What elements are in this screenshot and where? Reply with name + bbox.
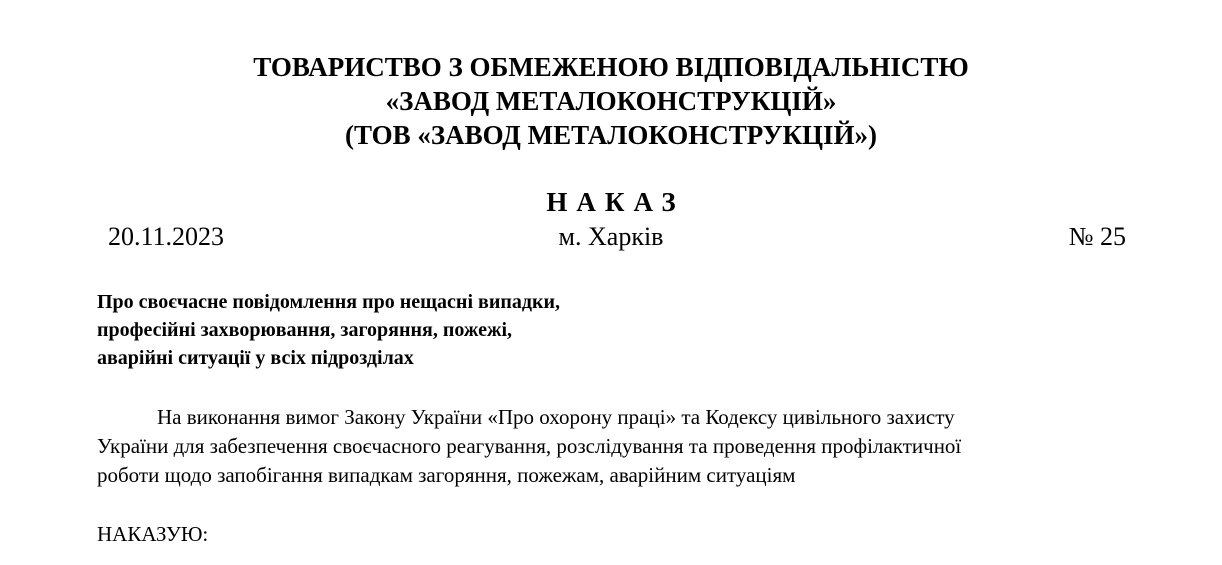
- organization-name-line-1: ТОВАРИСТВО З ОБМЕЖЕНОЮ ВІДПОВІДАЛЬНІСТЮ: [253, 52, 969, 82]
- document-date: 20.11.2023: [108, 222, 225, 251]
- document-type-title: НАКАЗ: [546, 187, 685, 217]
- organization-short-name: (ТОВ «ЗАВОД МЕТАЛОКОНСТРУКЦІЙ»): [344, 120, 878, 150]
- body-paragraph-line: України для забезпечення своєчасного реагування, розслідування та проведення профілактичної: [97, 434, 962, 458]
- subject-line: професійні захворювання, загоряння, пожежі,: [97, 319, 513, 341]
- order-directive: НАКАЗУЮ:: [97, 522, 209, 546]
- document-number: № 25: [1068, 222, 1126, 251]
- body-paragraph-line: роботи щодо запобігання випадкам загоряння, пожежам, аварійним ситуаціям: [97, 463, 796, 487]
- organization-name-line-2: «ЗАВОД МЕТАЛОКОНСТРУКЦІЙ»: [385, 86, 837, 116]
- document-city: м. Харків: [558, 222, 664, 251]
- subject-line: Про своєчасне повідомлення про нещасні випадки,: [97, 291, 561, 313]
- subject-line: аварійні ситуації у всіх підрозділах: [97, 347, 414, 369]
- body-paragraph-line: На виконання вимог Закону України «Про охорону праці» та Кодексу цивільного захисту: [157, 405, 955, 429]
